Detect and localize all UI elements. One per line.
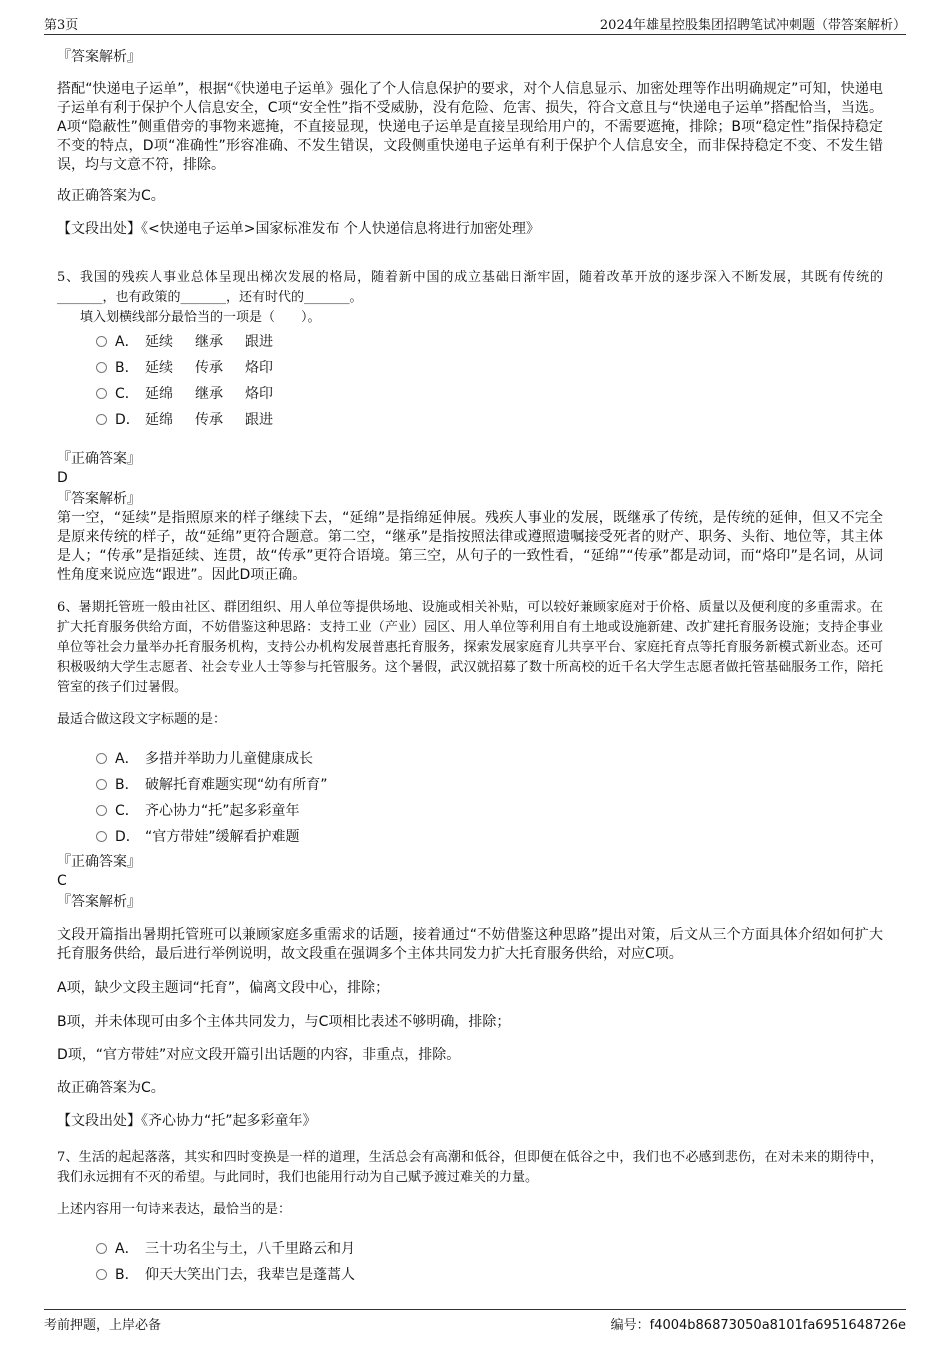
radio-icon[interactable] <box>96 362 107 373</box>
document-id: 编号：f4004b86873050a8101fa6951648726e <box>610 1318 906 1333</box>
q7-question: 上述内容用一句诗来表达，最恰当的是： <box>57 1202 292 1217</box>
q6-point-a: A项，缺少文段主题词“托育”，偏离文段中心，排除； <box>57 980 390 996</box>
q6-analysis: 文段开篇指出暑期托管班可以兼顾家庭多重需求的话题，接着通过“不妨借鉴这种思路”提出对策，后文从三个方面具体介绍如何扩大托育服务供给，最后进行举例说明，故文段重在强调多个主体共同发力扩大托育服务供给，对应C项。 <box>57 927 883 962</box>
radio-icon[interactable] <box>96 1243 107 1254</box>
q5-analysis: 第一空，“延续”是指照原来的样子继续下去，“延绵”是指绵延伸展。残疾人事业的发展，既继承了传统，是传统的延伸，但又不完全是原来传统的样子，故“延绵”更符合题意。第二空，“继承”是指按照法律或遵照遗嘱接受死者的财产、职务、头衔、地位等，其主体是人；“传承”是指延续、连贯，故“传承”更符合语境。第三空，从句子的一致性看，“延绵”“传承”都是动词，而“烙印”是名词，从词性角度来说应选“跟进”。因此D项正确。 <box>57 510 883 583</box>
q7-stem: 7、生活的起起落落，其实和四时变换是一样的道理，生活总会有高潮和低谷，但即便在低谷之中，我们也不必感到悲伤，在对未来的期待中，我们永远拥有不灭的希望。与此同时，我们也能用行动为自己赋予渡过难关的力量。 <box>57 1150 883 1185</box>
radio-icon[interactable] <box>96 779 107 790</box>
q6-option-c[interactable]: C． 齐心协力“托”起多彩童年 <box>96 800 300 820</box>
radio-icon[interactable] <box>96 753 107 764</box>
footer-slogan: 考前押题，上岸必备 <box>44 1318 162 1333</box>
q6-question: 最适合做这段文字标题的是： <box>57 712 227 727</box>
q6-conclusion: 故正确答案为C。 <box>57 1080 165 1096</box>
q5-option-b[interactable]: B． 延续 传承 烙印 <box>96 357 273 377</box>
radio-icon[interactable] <box>96 831 107 842</box>
q6-option-b[interactable]: B． 破解托育难题实现“幼有所育” <box>96 774 328 794</box>
q5-stem: 5、我国的残疾人事业总体呈现出梯次发展的格局，随着新中国的成立基础日渐牢固，随着改革开放的逐步深入不断发展，其既有传统的_______，也有政策的_______，还有时代的_______。 <box>57 270 883 305</box>
q6-point-d: D项，“官方带娃”对应文段开篇引出话题的内容，非重点，排除。 <box>57 1047 461 1063</box>
q5-option-c[interactable]: C． 延绵 继承 烙印 <box>96 383 273 403</box>
radio-icon[interactable] <box>96 805 107 816</box>
q6-point-b: B项，并未体现可由多个主体共同发力，与C项相比表述不够明确，排除； <box>57 1014 511 1030</box>
q6-source: 【文段出处】《齐心协力“托”起多彩童年》 <box>57 1113 317 1129</box>
q5-analysis-label: 『答案解析』 <box>57 491 141 507</box>
q4-source: 【文段出处】《<快递电子运单>国家标准发布 个人快递信息将进行加密处理》 <box>57 221 540 237</box>
q5-option-d[interactable]: D． 延绵 传承 跟进 <box>96 409 273 429</box>
radio-icon[interactable] <box>96 336 107 347</box>
q6-option-a[interactable]: A． 多措并举助力儿童健康成长 <box>96 748 313 768</box>
q6-answer: C <box>57 873 67 889</box>
q4-analysis-label: 『答案解析』 <box>57 49 141 65</box>
page-header <box>44 12 906 35</box>
page-footer <box>44 1309 906 1332</box>
q7-option-b[interactable]: B． 仰天大笑出门去，我辈岂是蓬蒿人 <box>96 1264 355 1284</box>
q5-option-a[interactable]: A． 延续 继承 跟进 <box>96 331 273 351</box>
page-number: 第3页 <box>44 18 79 33</box>
radio-icon[interactable] <box>96 388 107 399</box>
q5-instruction: 填入划横线部分最恰当的一项是（ ）。 <box>80 310 321 325</box>
document-title: 2024年雄星控股集团招聘笔试冲刺题（带答案解析） <box>599 18 906 33</box>
radio-icon[interactable] <box>96 414 107 425</box>
q6-analysis-label: 『答案解析』 <box>57 894 141 910</box>
q6-option-d[interactable]: D． “官方带娃”缓解看护难题 <box>96 826 300 846</box>
q4-conclusion: 故正确答案为C。 <box>57 188 165 204</box>
q4-analysis: 搭配“快递电子运单”，根据“《快递电子运单》强化了个人信息保护的要求，对个人信息显示、加密处理等作出明确规定”可知，快递电子运单有利于保护个人信息安全，C项“安全性”指不受威胁，没有危险、危害、损失，符合文意且与“快递电子运单”搭配恰当，当选。A项“隐蔽性”侧重借旁的事物来遮掩，不直接显现，快递电子运单是直接呈现给用户的，不需要遮掩，排除；B项“稳定性”指保持稳定不变的特点，D项“准确性”形容准确、不发生错误，文段侧重快递电子运单有利于保护个人信息安全，而非保持稳定不变、不发生错误，均与文意不符，排除。 <box>57 81 883 173</box>
q5-answer-label: 『正确答案』 <box>57 451 141 467</box>
q6-stem: 6、暑期托管班一般由社区、群团组织、用人单位等提供场地、设施或相关补贴，可以较好兼顾家庭对于价格、质量以及便利度的多重需求。在扩大托育服务供给方面，不妨借鉴这种思路：支持工业（产业）园区、用人单位等利用自有土地或设施新建、改扩建托育服务设施；支持企事业单位等社会力量举办托育服务机构，支持公办机构发展普惠托育服务，探索发展家庭育儿共享平台、家庭托育点等托育服务新模式新业态。还可积极吸纳大学生志愿者、社会专业人士等参与托管服务。这个暑假，武汉就招募了数十所高校的近千名大学生志愿者做托管基础服务工作，陪托管室的孩子们过暑假。 <box>57 600 883 695</box>
q5-answer: D <box>57 470 68 486</box>
radio-icon[interactable] <box>96 1269 107 1280</box>
q6-answer-label: 『正确答案』 <box>57 854 141 870</box>
q7-option-a[interactable]: A． 三十功名尘与土，八千里路云和月 <box>96 1238 355 1258</box>
